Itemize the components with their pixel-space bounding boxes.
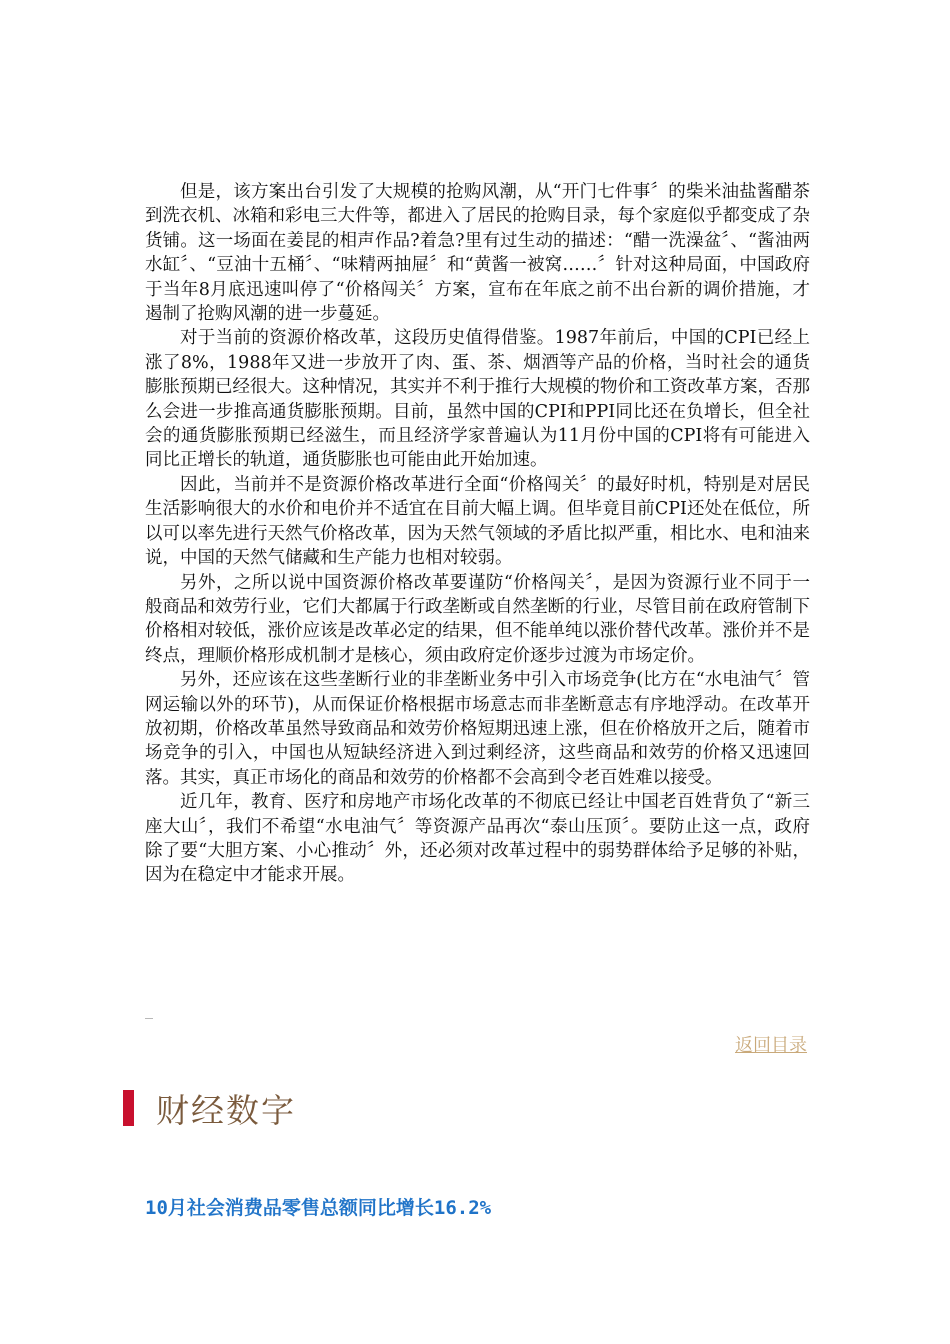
section-title: 财经数字 <box>156 1090 296 1130</box>
article-body <box>145 180 810 888</box>
divider-mark <box>145 1018 153 1019</box>
section-header <box>123 1086 296 1130</box>
article-paragraph: 但是，该方案出台引发了大规模的抢购风潮，从“开门七件事〞的柴米油盐酱醋茶到洗衣机、冰箱和彩电三大件等，都进入了居民的抢购目录，每个家庭似乎都变成了杂货铺。这一场面在姜昆的相声作品?着急?里有过生动的描述：“醋一洗澡盆〞、“酱油两水缸〞、“豆油十五桶〞、“味精两抽屉〞和“黄酱一被窝……〞针对这种局面，中国政府于当年8月底迅速叫停了“价格闯关〞方案，宣布在年底之前不出台新的调价措施，才遏制了抢购风潮的进一步蔓延。 <box>145 182 810 325</box>
article-paragraph: 因此，当前并不是资源价格改革进行全面“价格闯关〞的最好时机，特别是对居民生活影响很大的水价和电价并不适宜在目前大幅上调。但毕竟目前CPI还处在低位，所以可以率先进行天然气价格改革，因为天然气领域的矛盾比拟严重，相比水、电和油来说，中国的天然气储藏和生产能力也相对较弱。 <box>145 474 810 569</box>
article-paragraph: 另外，还应该在这些垄断行业的非垄断业务中引入市场竞争(比方在“水电油气〞管网运输以外的环节)，从而保证价格根据市场意志而非垄断意志有序地浮动。在改革开放初期，价格改革虽然导致商品和效劳价格短期迅速上涨，但在价格放开之后，随着市场竞争的引入，中国也从短缺经济进入到过剩经济，这些商品和效劳的价格又迅速回落。其实，真正市场化的商品和效劳的价格都不会高到令老百姓难以接受。 <box>145 670 810 788</box>
article-paragraph: 近几年，教育、医疗和房地产市场化改革的不彻底已经让中国老百姓背负了“新三座大山〞，我们不希望“水电油气〞等资源产品再次“泰山压顶〞。要防止这一点，政府除了要“大胆方案、小心推动〞外，还必须对改革过程中的弱势群体给予足够的补贴，因为在稳定中才能求开展。 <box>145 792 810 886</box>
news-headline[interactable]: 10月社会消费品零售总额同比增长16.2% <box>145 1197 492 1219</box>
article-paragraph: 另外，之所以说中国资源价格改革要谨防“价格闯关〞，是因为资源行业不同于一般商品和效劳行业，它们大都属于行政垄断或自然垄断的行业，尽管目前在政府管制下价格相对较低，涨价应该是改革必定的结果，但不能单纯以涨价替代改革。涨价并不是终点，理顺价格形成机制才是核心，须由政府定价逐步过渡为市场定价。 <box>145 572 810 666</box>
article-paragraph: 对于当前的资源价格改革，这段历史值得借鉴。1987年前后，中国的CPI已经上涨了8%，1988年又进一步放开了肉、蛋、茶、烟酒等产品的价格，当时社会的通货膨胀预期已经很大。这种情况，其实并不利于推行大规模的物价和工资改革方案，否那么会进一步推高通货膨胀预期。目前，虽然中国的CPI和PPI同比还在负增长，但全社会的通货膨胀预期已经滋生，而且经济学家普遍认为11月份中国的CPI将有可能进入同比正增长的轨道，通货膨胀也可能由此开始加速。 <box>145 328 810 471</box>
back-to-toc-link[interactable]: 返回目录 <box>735 1035 807 1056</box>
section-accent-bar <box>123 1090 134 1126</box>
